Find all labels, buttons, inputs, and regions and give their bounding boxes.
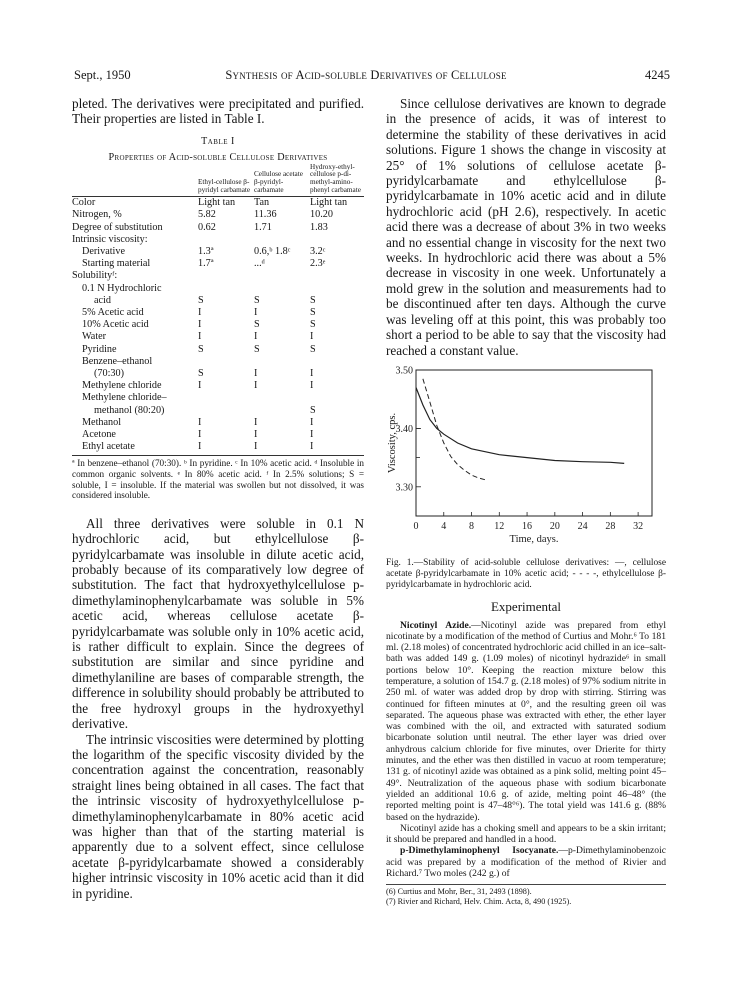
viscosity-chart — [386, 364, 666, 556]
table-row-label: acid — [94, 294, 111, 306]
table-cell: 10.20 — [310, 209, 333, 221]
y-tick-label: 3.30 — [395, 482, 413, 494]
table-row-label: Starting material — [82, 258, 151, 270]
table-row-label: 5% Acetic acid — [82, 307, 144, 319]
table-cell: I — [310, 331, 314, 343]
x-tick-label: 20 — [549, 520, 560, 532]
table-row-label: Ethyl acetate — [82, 441, 135, 453]
table-row — [72, 222, 364, 234]
table-row-label: (70:30) — [94, 368, 124, 380]
table-cell: I — [198, 380, 202, 392]
table-row — [72, 307, 364, 319]
table-cell: 11.36 — [254, 209, 277, 221]
table-cell: I — [198, 331, 202, 343]
plot-frame — [416, 370, 652, 516]
table-row-label: Nitrogen, % — [72, 209, 122, 221]
table-row-label: Methanol — [82, 416, 122, 428]
x-tick-label: 0 — [413, 520, 419, 532]
table-caption: Table I — [201, 135, 235, 147]
table-row — [72, 331, 364, 343]
table-cell — [254, 234, 310, 246]
running-header-date: Sept., 1950 — [74, 68, 131, 82]
table-cell: 1.7ª — [198, 258, 214, 270]
table-title: Properties of Acid-soluble Cellulose Derivatives — [108, 151, 328, 163]
y-tick-label: 3.50 — [395, 365, 413, 377]
table-cell — [254, 356, 310, 368]
table-footnotes: ª In benzene–ethanol (70:30). ᵇ In pyridine. ᶜ In 10% acetic acid. ᵈ Insoluble in common organic solvents. ᵉ In 80% acetic acid. ᶠ In 2.5% solutions; S = soluble, I = insoluble. If the material was swollen but not dissolved, it was considered insoluble. — [72, 455, 364, 500]
table-row-label: 0.1 N Hydrochloric — [82, 282, 162, 294]
figure-1 — [386, 364, 666, 556]
intro-paragraph: pleted. The derivatives were precipitated and purified. Their properties are listed in Table I. — [72, 96, 364, 127]
table-cell: 5.82 — [198, 209, 216, 221]
table-cell: I — [198, 441, 202, 453]
table-row — [72, 417, 364, 429]
figure-caption: Fig. 1.—Stability of acid-soluble cellulose derivatives: —, cellulose acetate β-pyridylcarbamate in 10% acetic acid; - - - -, ethylcellulose β-pyridylcarbamate in hydrochloric acid. — [386, 557, 666, 591]
running-header-title: Synthesis of Acid-soluble Derivatives of Cellulose — [225, 68, 507, 82]
x-tick-label: 32 — [633, 520, 644, 532]
table-row — [72, 405, 364, 417]
table-row — [72, 246, 364, 258]
subhead-isocyanate: p-Dimethylaminophenyl Isocyanate. — [400, 845, 559, 857]
table-cell — [254, 270, 310, 282]
table-cell — [198, 283, 254, 295]
table-row-label: Degree of substitution — [72, 221, 163, 233]
table-row — [72, 429, 364, 441]
table-cell: Tan — [254, 197, 270, 209]
references — [386, 884, 666, 906]
table-row-label: Water — [82, 331, 107, 343]
table-cell — [254, 405, 310, 417]
table-cell: I — [254, 429, 258, 441]
table-row — [72, 356, 364, 368]
table-column-header: Hydroxy-ethyl-cellulose p-di-methyl-amino-phenyl carbamate — [310, 162, 361, 194]
table-cell: S — [198, 343, 204, 355]
table-cell — [310, 392, 364, 404]
table-cell: I — [254, 368, 258, 380]
reference-7: (7) Rivier and Richard, Helv. Chim. Acta, 8, 490 (1925). — [386, 896, 572, 906]
table-cell: 0.6,ᵇ 1.8ᶜ — [254, 246, 291, 257]
table-cell — [254, 283, 310, 295]
table-cell: I — [198, 319, 202, 331]
x-tick-label: 28 — [605, 520, 616, 532]
table-column-header: Ethyl-cellulose β-pyridyl carbamate — [198, 178, 251, 194]
table-cell: ...ᵈ — [254, 258, 265, 270]
table-row-label: 10% Acetic acid — [82, 319, 149, 331]
table-row-label: Methylene chloride– — [82, 392, 167, 404]
solubility-paragraph: All three derivatives were soluble in 0.1 N hydrochloric acid, but ethylcellulose β-pyridylcarbamate was insoluble in dilute acetic acid, probably because of its comparatively low degree of substitution. The fact that hydroxyethylcellulose p-dimethylaminophenylcarbamate was soluble in 5% acetic acid, whereas cellulose acetate β-pyridylcarbamate was soluble only in 10% acetic acid, is rather difficult to explain. Since the degrees of substitution are similar and since pyridine and dimethylaniline are bases of comparable strength, the difference in solubility should probably be attributed to the free hydroxyl groups in the hydroxyethyl derivative. — [72, 515, 364, 732]
table-body — [72, 197, 364, 456]
table-cell — [310, 283, 364, 295]
page-number: 4245 — [645, 68, 670, 82]
table-row — [72, 209, 364, 221]
table-cell: I — [198, 416, 202, 428]
properties-table — [72, 164, 364, 456]
table-row — [72, 234, 364, 246]
table-row — [72, 392, 364, 404]
table-cell — [310, 234, 364, 246]
table-cell: 0.62 — [198, 221, 216, 233]
table-cell: S — [254, 319, 260, 331]
y-tick-label: 3.40 — [395, 423, 413, 435]
table-cell: I — [254, 307, 258, 319]
x-axis-label: Time, days. — [509, 533, 559, 545]
table-cell: 1.3ª — [198, 246, 214, 257]
table-cell: I — [310, 441, 314, 453]
x-tick-label: 12 — [494, 520, 505, 532]
table-header-row — [72, 164, 364, 197]
right-column — [386, 96, 666, 906]
table-cell: I — [310, 380, 314, 392]
table-cell: 3.2ᶜ — [310, 246, 326, 257]
table-cell — [198, 356, 254, 368]
section-heading: Experimental — [490, 598, 562, 614]
experimental-paragraph-3 — [386, 845, 666, 879]
table-cell: Light tan — [310, 197, 348, 209]
table-row — [72, 380, 364, 392]
reference-6: (6) Curtius and Mohr, Ber., 31, 2493 (1898). — [386, 887, 532, 897]
table-row-label: Pyridine — [82, 343, 117, 355]
stability-paragraph: Since cellulose derivatives are known to degrade in the presence of acids, it was of interest to determine the stability of these derivatives in acid solutions. Figure 1 shows the change in viscosity at 25° of 1% solutions of cellulose acetate β-pyridylcarbamate and ethylcellulose β-pyridylcarbamate in 10% acetic acid and in dilute hydrochloric acid (pH 2.6), respectively. In acetic acid there was a decrease of about 3% in two weeks and no essential change in viscosity for the next two weeks. In hydrochloric acid there was about a 5% decrease in viscosity in one week. Unfortunately a mold grew in the solution and measurements had to be discontinued after ten days. Although the curve was leveling off at this point, this was probably too short a period to be able to say that the viscosity had reached a constant value. — [386, 96, 666, 358]
table-column-header: Cellulose acetate β-pyridyl-carbamate — [254, 170, 303, 194]
table-row-label: Intrinsic viscosity: — [72, 233, 148, 245]
table-cell — [198, 392, 254, 404]
x-tick-label: 4 — [441, 520, 447, 532]
table-cell: I — [254, 441, 258, 453]
experimental-text-3: —p-Dimethylaminobenzoic acid was prepared by a modification of the method of Rivier and Richard.⁷ Two moles (242 g.) of — [386, 845, 666, 880]
table-row-label: Benzene–ethanol — [82, 355, 153, 367]
table-cell: S — [198, 294, 204, 306]
table-row-label: Color — [72, 197, 96, 209]
table-cell: I — [310, 368, 314, 380]
left-column — [72, 96, 364, 901]
table-row-label: Methylene chloride — [82, 380, 162, 392]
table-cell: S — [310, 294, 316, 306]
table-row — [72, 258, 364, 270]
table-row — [72, 441, 364, 455]
table-cell: 2.3ᵉ — [310, 258, 326, 270]
table-row-label: Solubilityᶠ: — [72, 270, 118, 282]
table-row — [72, 319, 364, 331]
table-header-blank — [72, 164, 198, 197]
table-cell: S — [198, 368, 204, 380]
x-tick-label: 24 — [577, 520, 588, 532]
table-cell — [198, 270, 254, 282]
table-row — [72, 197, 364, 210]
table-row-label: methanol (80:20) — [94, 404, 165, 416]
table-row-label: Acetone — [82, 429, 116, 441]
experimental-paragraph-1 — [386, 620, 666, 823]
table-cell: S — [310, 319, 316, 331]
table-row — [72, 283, 364, 295]
table-cell — [198, 234, 254, 246]
table-cell — [310, 270, 364, 282]
subhead-nicotinyl-azide: Nicotinyl Azide. — [400, 619, 472, 631]
table-row — [72, 368, 364, 380]
table-row — [72, 344, 364, 356]
table-cell: I — [310, 429, 314, 441]
table-cell: S — [310, 343, 316, 355]
ethylcellulose-series-line — [423, 379, 486, 480]
table-cell: S — [310, 404, 316, 416]
table-cell: Light tan — [198, 197, 236, 209]
experimental-paragraph-2: Nicotinyl azide has a choking smell and appears to be a skin irritant; it should be prepared and handled in a hood. — [386, 822, 666, 846]
table-row-label: Derivative — [82, 246, 125, 257]
table-cell: I — [310, 416, 314, 428]
table-cell: S — [254, 294, 260, 306]
x-tick-label: 8 — [469, 520, 475, 532]
y-axis-label: Viscosity, cps. — [387, 412, 398, 474]
cellulose-acetate-series-line — [416, 387, 624, 463]
table-cell: 1.83 — [310, 221, 328, 233]
x-tick-label: 16 — [522, 520, 533, 532]
table-cell — [198, 405, 254, 417]
table-cell — [254, 392, 310, 404]
table-cell: I — [254, 331, 258, 343]
experimental-text-1: —Nicotinyl azide was prepared from ethyl nicotinate by a modification of the method of Curtius and Mohr.⁶ To 181 ml. (2.18 moles) of concentrated hydrochloric acid chilled in an ice–salt-bath was added 149 g. (1.09 moles) of nicotinyl hydrazide⁶ in small portions below 10°. Keeping the reaction mixture below this temperature, a solution of 154.7 g. (2.18 moles) of 97% sodium nitrite in 250 ml. of water was added drop by drop with stirring. Stirring was continued for fifteen minutes at 0°, and the resulting green oil was separated. The aqueous phase was extracted with ether, the ether layer was combined with the oil, and extracted with saturated sodium bicarbonate solution until neutral. The ether layer was dried over anhydrous calcium chloride for five minutes, over Drierite for thirty minutes, and the ether was then distilled in vacuo at room temperature; 131 g. of nicotinyl azide was obtained as a pink solid, melting point 45–49°. Neutralization of the aqueous phase with sodium bicarbonate yielded an additional 10.6 g. of azide, melting point 46–48° (the reported melting point is 47–48°⁶). The total yield was 141.6 g. (88% based on the hydrazide). — [386, 619, 666, 823]
table-cell: S — [310, 307, 316, 319]
table-cell: I — [198, 307, 202, 319]
viscosity-paragraph: The intrinsic viscosities were determined by plotting the logarithm of the specific viscosity divided by the concentration against the concentration, reasonably straight lines being obtained in all cases. The fact that the intrinsic viscosity of hydroxyethylcellulose p-dimethylaminophenylcarbamate in 80% acetic acid was higher than that of the starting material is apparently due to a solvent effect, since cellulose acetate β-pyridylcarbamate showed a considerably higher intrinsic viscosity in 10% acetic acid than it did in pyridine. — [72, 731, 364, 901]
table-row — [72, 295, 364, 307]
table-cell: I — [254, 416, 258, 428]
table-cell: I — [254, 380, 258, 392]
table-row — [72, 270, 364, 282]
table-cell — [310, 356, 364, 368]
table-cell: I — [198, 429, 202, 441]
table-cell: 1.71 — [254, 221, 272, 233]
table-cell: S — [254, 343, 260, 355]
